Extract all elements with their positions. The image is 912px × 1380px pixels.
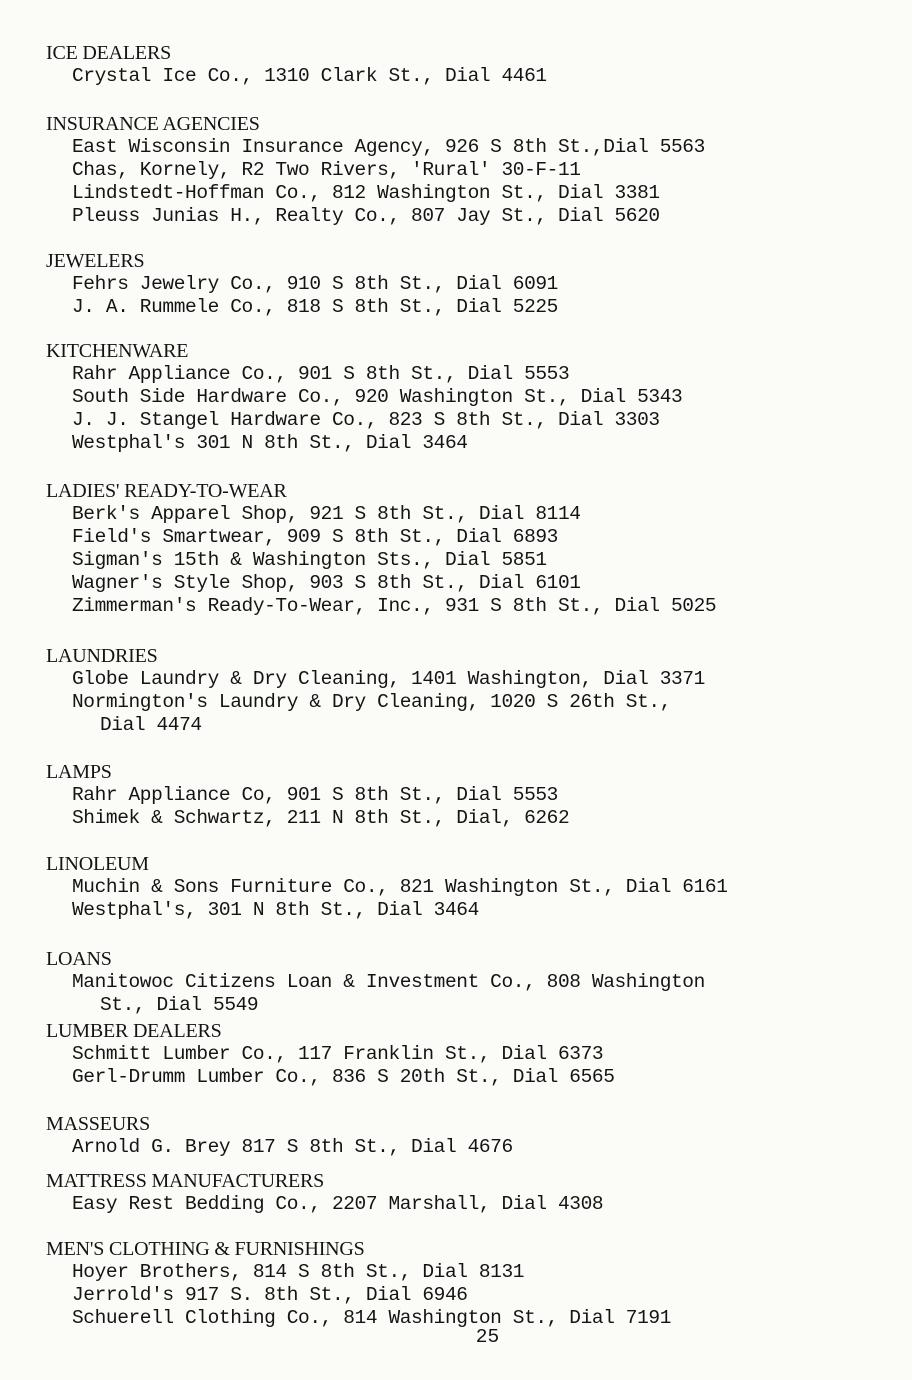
section-mattress-manufacturers: [46, 1170, 906, 1216]
listing-entry: Arnold G. Brey 817 S 8th St., Dial 4676: [72, 1136, 513, 1158]
listing-entry: Crystal Ice Co., 1310 Clark St., Dial 4461: [72, 65, 547, 87]
listing-entry: Field's Smartwear, 909 S 8th St., Dial 6893: [72, 526, 558, 548]
section-lamps: [46, 761, 906, 830]
listing-entry: Chas, Kornely, R2 Two Rivers, 'Rural' 30-F-11: [72, 159, 581, 181]
listing-entry: Fehrs Jewelry Co., 910 S 8th St., Dial 6091: [72, 273, 558, 295]
listing-entry: [46, 691, 906, 737]
section-heading: MASSEURS: [46, 1113, 150, 1135]
listing-entry: J. A. Rummele Co., 818 S 8th St., Dial 5225: [72, 296, 558, 318]
section-heading: MATTRESS MANUFACTURERS: [46, 1170, 325, 1192]
listing-entry-line: Manitowoc Citizens Loan & Investment Co., 808 Washington: [72, 971, 705, 993]
listing-entry: Jerrold's 917 S. 8th St., Dial 6946: [72, 1284, 468, 1306]
section-heading: KITCHENWARE: [46, 340, 189, 362]
listing-entry: [46, 971, 906, 1017]
section-ladies-ready-to-wear: [46, 480, 906, 618]
section-loans: [46, 948, 906, 1017]
section-heading: JEWELERS: [46, 250, 145, 272]
listing-entry: Berk's Apparel Shop, 921 S 8th St., Dial 8114: [72, 503, 581, 525]
listing-entry: J. J. Stangel Hardware Co., 823 S 8th St., Dial 3303: [72, 409, 660, 431]
section-heading: LINOLEUM: [46, 853, 149, 875]
listing-entry: Hoyer Brothers, 814 S 8th St., Dial 8131: [72, 1261, 525, 1283]
listing-entry-continuation: St., Dial 5549: [100, 994, 259, 1016]
section-heading: LOANS: [46, 948, 112, 970]
listing-entry: Pleuss Junias H., Realty Co., 807 Jay St., Dial 5620: [72, 205, 660, 227]
listing-entry: Sigman's 15th & Washington Sts., Dial 5851: [72, 549, 547, 571]
listing-entry: Rahr Appliance Co., 901 S 8th St., Dial 5553: [72, 363, 570, 385]
section-heading: MEN'S CLOTHING & FURNISHINGS: [46, 1238, 365, 1260]
listing-entry: Wagner's Style Shop, 903 S 8th St., Dial 6101: [72, 572, 581, 594]
listing-entry: Easy Rest Bedding Co., 2207 Marshall, Dial 4308: [72, 1193, 604, 1215]
section-heading: LAMPS: [46, 761, 112, 783]
listing-entry: Muchin & Sons Furniture Co., 821 Washington St., Dial 6161: [72, 876, 728, 898]
listing-entry: South Side Hardware Co., 920 Washington St., Dial 5343: [72, 386, 683, 408]
section-linoleum: [46, 853, 906, 922]
listing-entry: Globe Laundry & Dry Cleaning, 1401 Washington, Dial 3371: [72, 668, 705, 690]
section-heading: LADIES' READY-TO-WEAR: [46, 480, 287, 502]
section-masseurs: [46, 1113, 906, 1159]
page-number: 25: [475, 1326, 500, 1348]
listing-entry: Westphal's 301 N 8th St., Dial 3464: [72, 432, 468, 454]
section-kitchenware: [46, 340, 906, 455]
listing-entry: Schuerell Clothing Co., 814 Washington St., Dial 7191: [72, 1307, 672, 1329]
section-heading: INSURANCE AGENCIES: [46, 113, 260, 135]
listing-entry: Westphal's, 301 N 8th St., Dial 3464: [72, 899, 479, 921]
listing-entry: Zimmerman's Ready-To-Wear, Inc., 931 S 8th St., Dial 5025: [72, 595, 717, 617]
section-lumber-dealers: [46, 1020, 906, 1089]
listing-entry: Rahr Appliance Co, 901 S 8th St., Dial 5553: [72, 784, 558, 806]
section-ice-dealers: [46, 42, 906, 88]
listing-entry: Schmitt Lumber Co., 117 Franklin St., Dial 6373: [72, 1043, 604, 1065]
section-heading: ICE DEALERS: [46, 42, 172, 64]
section-insurance-agencies: [46, 113, 906, 228]
section-laundries: [46, 645, 906, 737]
listing-entry-continuation: Dial 4474: [100, 714, 202, 736]
section-mens-clothing: [46, 1238, 906, 1330]
section-heading: LUMBER DEALERS: [46, 1020, 222, 1042]
listing-entry-line: Normington's Laundry & Dry Cleaning, 1020 S 26th St.,: [72, 691, 672, 713]
section-heading: LAUNDRIES: [46, 645, 158, 667]
listing-entry: Shimek & Schwartz, 211 N 8th St., Dial, 6262: [72, 807, 570, 829]
listing-entry: Lindstedt-Hoffman Co., 812 Washington St., Dial 3381: [72, 182, 660, 204]
listing-entry: Gerl-Drumm Lumber Co., 836 S 20th St., Dial 6565: [72, 1066, 615, 1088]
section-jewelers: [46, 250, 906, 319]
listing-entry: East Wisconsin Insurance Agency, 926 S 8th St.,Dial 5563: [72, 136, 705, 158]
